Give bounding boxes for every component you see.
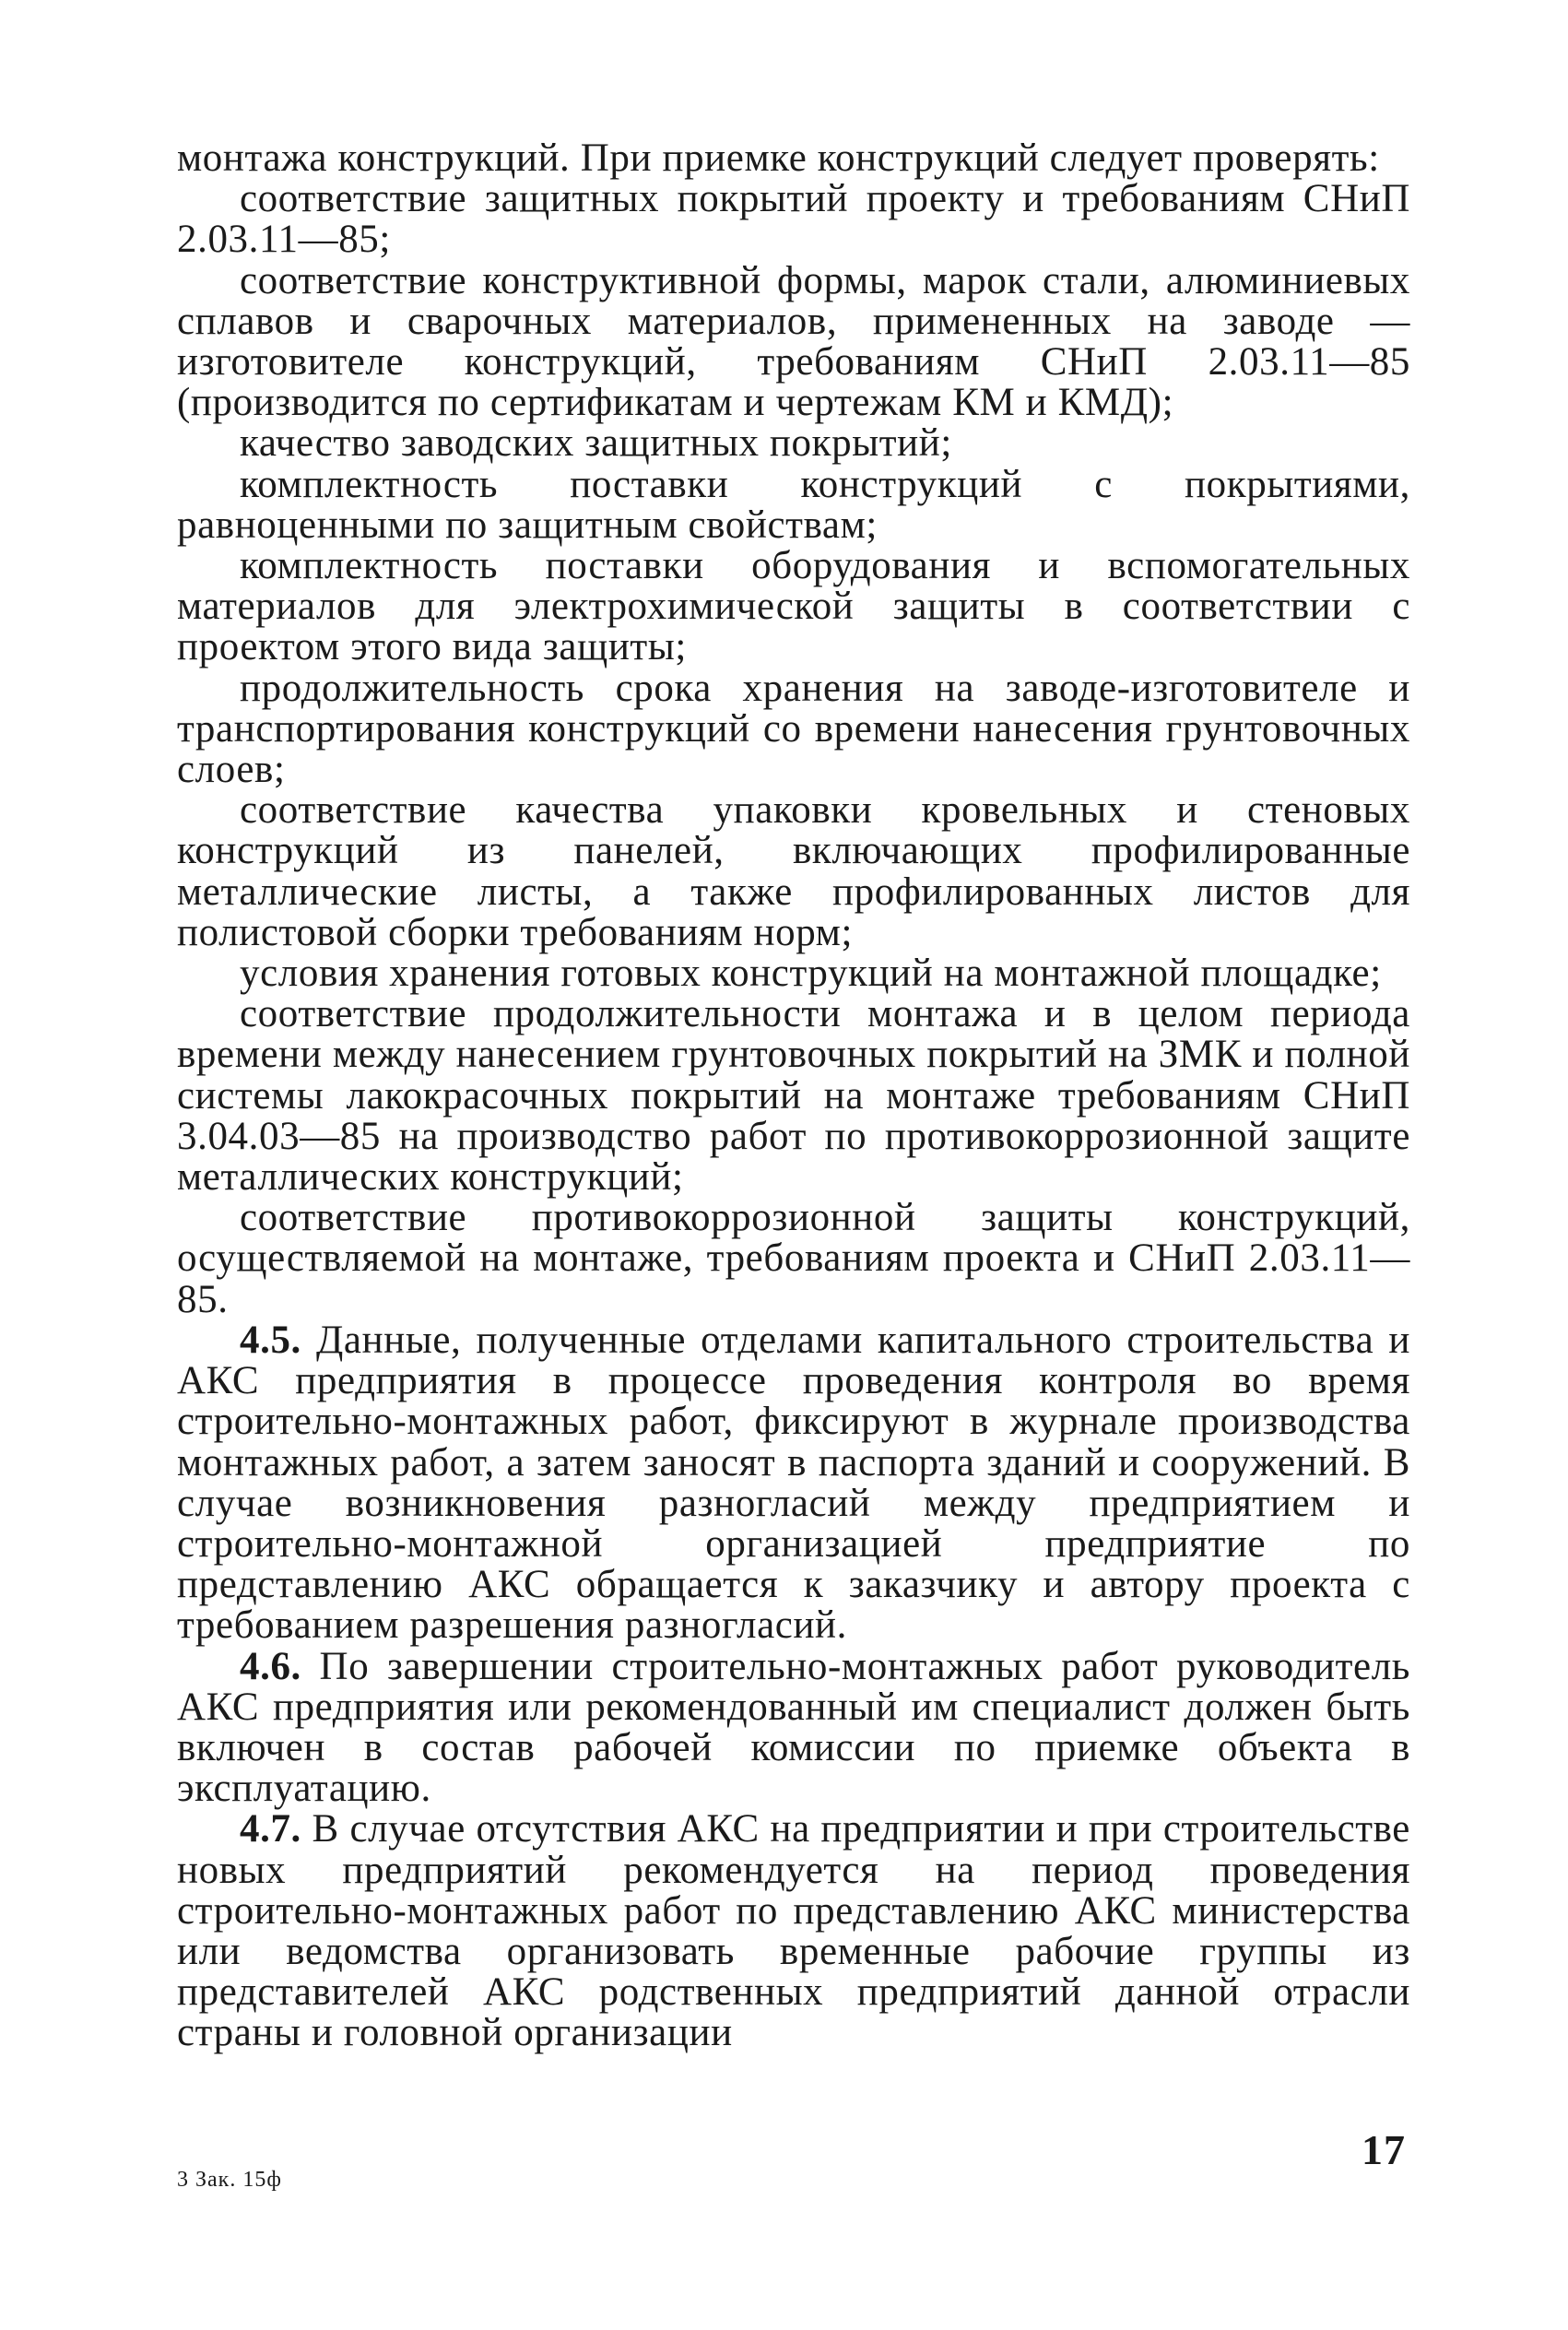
section-number: 4.6. [240, 1644, 301, 1688]
section-4-7: 4.7. В случае отсутствия АКС на предприятии и при строительстве новых предприятий рекомендуется на период проведения строительно-монтажных работ по представлению АКС министерства или ведомства организовать временные рабочие группы из представителей АКС родственных предприятий данной отрасли страны и головной организации [177, 1807, 1410, 2055]
paragraph: условия хранения готовых конструкций на монтажной площадке; [240, 952, 1382, 996]
section-number: 4.7. [240, 1807, 301, 1851]
paragraph: соответствие противокоррозионной защиты конструкций, осуществляемой на монтаже, требованиям проекта и СНиП 2.03.11—85. [177, 1196, 1410, 1321]
body-text [177, 138, 1410, 2054]
paragraph: комплектность поставки конструкций с покрытиями, равноценными по защитным свойствам; [177, 462, 1410, 547]
paragraph: соответствие конструктивной формы, марок стали, алюминиевых сплавов и сварочных материалов, примененных на заводе — изготовителе конструкций, требованиям СНиП 2.03.11—85 (производится по сертификатам и чертежам КМ и КМД); [177, 258, 1410, 425]
paragraph: продолжительность срока хранения на заводе-изготовителе и транспортирования конструкций со времени нанесения грунтовочных слоев; [177, 666, 1410, 792]
section-number: 4.5. [240, 1318, 301, 1362]
paragraph: монтажа конструкций. При приемке конструкций следует проверять: [177, 136, 1380, 180]
paragraph: соответствие качества упаковки кровельных и стеновых конструкций из панелей, включающих профилированные металлические листы, а также профилированных листов для полистовой сборки требованиям норм; [177, 788, 1410, 954]
page-number: 17 [1362, 2126, 1406, 2173]
paragraph: соответствие продолжительности монтажа и в целом периода времени между нанесением грунтовочных покрытий на ЗМК и полной системы лакокрасочных покрытий на монтаже требованиям СНиП 3.04.03—85 на производство работ по противокоррозионной защите металлических конструкций; [177, 992, 1410, 1200]
section-4-6: 4.6. По завершении строительно-монтажных работ руководитель АКС предприятия или рекомендованный им специалист должен быть включен в состав рабочей комиссии по приемке объекта в эксплуатацию. [177, 1644, 1410, 1811]
paragraph: соответствие защитных покрытий проекту и требованиям СНиП 2.03.11—85; [177, 177, 1410, 262]
footer-order-note: 3 Зак. 15ф [177, 2168, 282, 2192]
paragraph: качество заводских защитных покрытий; [240, 421, 952, 466]
paragraph: комплектность поставки оборудования и вспомогательных материалов для электрохимической защиты в соответствии с проектом этого вида защиты; [177, 544, 1410, 669]
section-4-5: 4.5. Данные, полученные отделами капитального строительства и АКС предприятия в процессе проведения контроля во время строительно-монтажных работ, фиксируют в журнале производства монтажных работ, а затем заносят в паспорта зданий и сооружений. В случае возникновения разногласий между предприятием и строительно-монтажной организацией предприятие по представлению АКС обращается к заказчику и автору проекта с требованием разрешения разногласий. [177, 1318, 1410, 1648]
